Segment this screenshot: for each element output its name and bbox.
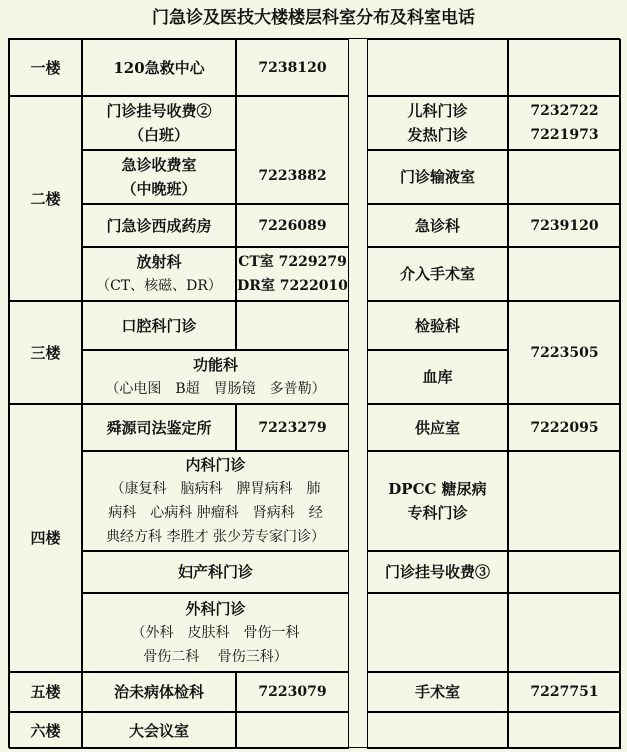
phone-number: DR室 7222010 [237,278,348,294]
dept-name: DPCC 糖尿病 [388,480,487,498]
dept-cell [82,204,236,247]
dept-name: 治未病体检科 [113,683,204,701]
dept-cell [82,96,236,150]
dept-name: 妇产科门诊 [177,563,253,581]
phone-cell [236,39,349,96]
dept-cell [82,712,236,749]
dept-note: （CT、核磁、DR） [96,278,222,294]
dept-name: 儿科门诊 [407,102,468,120]
floor-4-label [9,404,82,672]
dept-cell [367,672,508,712]
floor-1-text: 一楼 [30,58,61,77]
phone-cell [236,404,349,451]
dept-name: 功能科 [192,356,238,374]
phone-cell [236,247,349,301]
phone-cell [508,593,621,672]
dept-cell [367,247,508,301]
phone-cell [508,96,621,150]
dept-note: （心电图 B超 胃肠镜 多普勒） [105,381,326,397]
floor-directory-table [8,38,620,748]
phone-number: 7226089 [258,217,327,234]
dept-name: 口腔科门诊 [121,316,197,335]
dept-cell [82,593,349,672]
dept-cell [367,451,508,551]
dept-name: 内科门诊 [185,456,246,474]
dept-cell [367,404,508,451]
dept-cell [82,451,349,551]
phone-number: 7222095 [530,419,599,436]
dept-cell [367,301,508,350]
dept-cell [367,96,508,150]
dept-cell [367,593,508,672]
floor-3-text: 三楼 [30,343,61,362]
dept-cell [367,350,508,404]
dept-note: （康复科 脑病科 脾胃病科 肺 [110,481,321,497]
floor-2-text: 二楼 [30,189,61,208]
dept-note: 骨伤二科 骨伤三科） [143,648,288,665]
floor-2-label [9,96,82,301]
dept-name: 专科门诊 [407,504,468,522]
floor-5-label [9,672,82,712]
dept-cell [82,247,236,301]
dept-cell [82,672,236,712]
floor-4-text: 四楼 [30,529,61,547]
dept-cell [82,404,236,451]
phone-cell [508,301,621,404]
dept-name: 检验科 [414,316,460,335]
phone-number: 7223279 [258,419,327,436]
floor-5-text: 五楼 [30,683,61,701]
dept-note: （外科 皮肤科 骨伤一科 [131,624,300,641]
dept-cell [82,301,236,350]
dept-name: 手术室 [414,683,460,701]
phone-number: 7239120 [530,217,599,234]
phone-cell [508,551,621,593]
dept-name: 门诊输液室 [399,168,475,186]
phone-number: 7223505 [530,344,599,361]
dept-cell [82,150,236,204]
dept-cell [367,712,508,749]
dept-name: 发热门诊 [407,126,468,144]
page-title: 门急诊及医技大楼楼层科室分布及科室电话 [152,8,475,28]
phone-number: 7227751 [530,684,599,700]
dept-name: 门诊挂号收费② [106,102,212,120]
dept-cell [82,350,349,404]
dept-cell [82,39,236,96]
phone-cell [508,150,621,204]
dept-name: 舜源司法鉴定所 [106,418,212,437]
phone-cell [508,204,621,247]
phone-number: CT室 7229279 [238,254,347,270]
phone-number: 7223882 [258,168,327,184]
dept-name: 放射科 [136,253,182,271]
dept-name: 介入手术室 [399,265,475,283]
dept-name: 供应室 [414,418,460,437]
phone-cell [236,712,349,749]
phone-number: 7238120 [258,59,327,76]
phone-cell [508,404,621,451]
phone-cell [236,96,349,204]
floor-6-text: 六楼 [30,721,61,740]
phone-number: 7232722 [530,103,599,119]
dept-cell [367,150,508,204]
dept-name: 血库 [422,368,453,386]
dept-note: 病科 心病科 肿瘤科 肾病科 经 [108,505,323,521]
dept-name: 门急诊西成药房 [106,216,212,235]
dept-name: 120急救中心 [113,58,205,77]
phone-cell [508,451,621,551]
dept-name: 外科门诊 [185,599,246,618]
phone-cell [508,672,621,712]
floor-3-label [9,301,82,404]
dept-name: 大会议室 [128,721,189,740]
dept-cell [367,204,508,247]
dept-note: （白班） [128,126,189,144]
phone-cell [508,39,621,96]
dept-cell [367,39,508,96]
dept-note: （中晚班） [121,180,197,198]
dept-note: 典经方科 李胜才 张少芳专家门诊） [106,529,325,545]
dept-name: 门诊挂号收费③ [384,563,490,581]
dept-name: 急诊科 [414,216,460,235]
floor-6-label [9,712,82,749]
phone-cell [236,204,349,247]
phone-number: 7223079 [258,684,327,700]
phone-cell [508,712,621,749]
phone-cell [236,672,349,712]
floor-1-label [9,39,82,96]
phone-cell [236,301,349,350]
phone-number: 7221973 [530,127,599,143]
phone-cell [508,247,621,301]
dept-cell [367,551,508,593]
dept-cell [82,551,349,593]
dept-name: 急诊收费室 [121,156,197,174]
